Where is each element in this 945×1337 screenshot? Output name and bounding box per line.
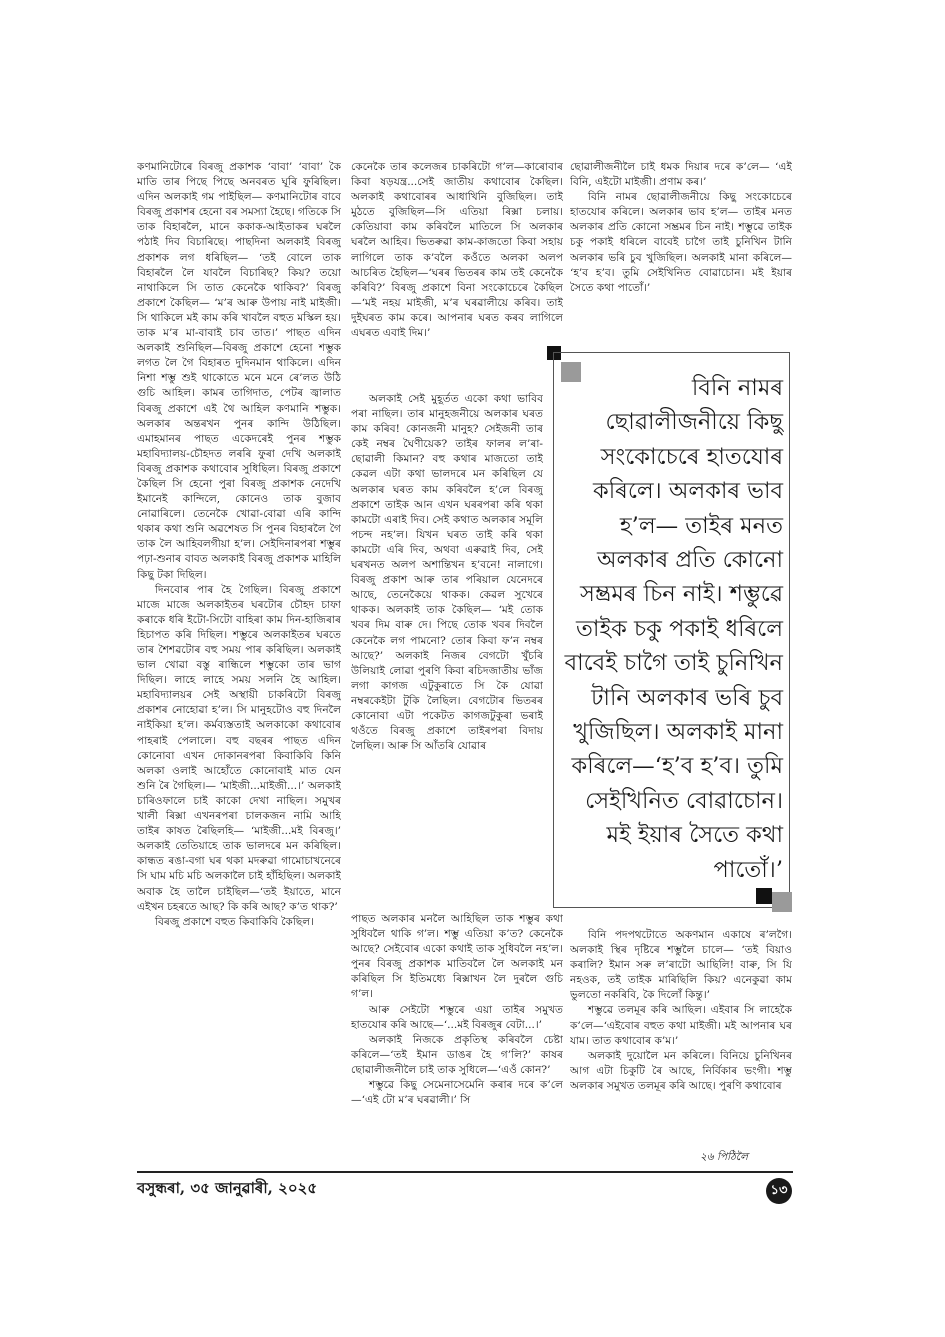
column-2-top [351,160,563,346]
page-number: ১৩ [766,1178,792,1204]
paragraph: কণমানিটোৰে বিৰজু প্ৰকাশক ‘বাবা’ ‘বাবা’ কৈ মাতি তাৰ পিছে পিছে অনবৰত ঘূৰি ফুৰিছিল। এদিন অলকাই গম পাইছিল— কণমানিটোৰ বাবে বিৰজু প্ৰকাশৰ হেনো বৰ সমস্যা হৈছে। গতিকে সি তাক বিহাৰলৈ, মানে ককাক-আইতাকৰ ঘৰলৈ পঠাই দিব বিচাৰিছে। পাছদিনা অলকাই বিৰজু প্ৰকাশক লগ ধৰিছিল— ‘তই বোলে তাক বিহাৰলৈ লৈ যাবলৈ বিচাৰিছ? কিয়? তয়ো নাথাকিলে সি তাত কেনেকৈ থাকিব?’ বিৰজু প্ৰকাশে কৈছিল— ‘ম’ৰ আৰু উপায় নাই মাইজী। সি থাকিলে মই কাম কৰি খাবলৈ বহুত মস্কিল হয়। তাক ম’ৰ মা-বাবাই চাব তাত।’ পাছত এদিন অলকাই শুনিছিল—বিৰজু প্ৰকাশে হেনো শম্ভুক লগত লৈ গৈ বিহাৰত দুদিনমান থাকিলে। এদিন নিশা শম্ভু শুই থাকোতে মনে মনে ৰে’লত উঠি গুচি আহিল। কামৰ তাগিদাত, পেটৰ জ্বালাত বিৰজু প্ৰকাশে এই থৈ আহিল কণমানি শম্ভুক। অলকাৰ অন্তৰখন পুনৰ কান্দি উঠিছিল। এমাহমানৰ পাছত একেদৰেই পুনৰ শম্ভুক মহাবিদ্যালয়-চৌহদত লৰৰি ফুৰা দেখি অলকাই বিৰজু প্ৰকাশক কথাবোৰ সুধিছিল। বিৰজু প্ৰকাশে কৈছিল সি হেনো পুৰা বিৰজু প্ৰকাশক নেদেখি ইমানেই কান্দিলে, কোনেও তাক বুজাব নোৱাৰিলে। তেনেকৈ খোৱা-বোৱা এৰি কান্দি থকাৰ কথা শুনি অৱশেষত সি পুনৰ বিহাৰলৈ গৈ তাক লৈ আহিবলগীয়া হ’ল। সেইদিনাৰপৰা শম্ভুৰ পঢ়া-শুনাৰ বাবত অলকাই বিৰজু প্ৰকাশক মাহিলি কিছু টকা দিছিল। [137,161,341,581]
column-3-top [570,160,792,366]
paragraph: অলকাই সেই মুহূৰ্তত একো কথা ভাবিব পৰা নাছিল। তাৰ মানুহজনীয়ে অলকাৰ ঘৰত কাম কৰিব! কোনজনী মানুহ? সেইজনী তাৰ কেই নম্বৰ ঘৈণীয়েক? তাইৰ ফালৰ ল’ৰা-ছোৱালী কিমান? বহু কথাৰ মাজতো তাই কেৱল এটা কথা ভালদৰে মন কৰিছিল যে অলকাৰ ঘৰত কাম কৰিবলৈ হ’লে বিৰজু প্ৰকাশে তাইক আন এখন ঘৰৰপৰা কৰি থকা কামটো এৰাই দিব। সেই কথাত অলকাৰ সমূলি পচন্দ নহ’ল। যিখন ঘৰত তাই কৰি থকা কামটো এৰি দিব, অথবা এৰুৱাই দিব, সেই ঘৰখনত অলপ অশান্তিখন হ’বনে! নালাগে। বিৰজু প্ৰকাশ আৰু তাৰ পৰিয়াল যেনেদৰে আছে, তেনেকৈয়ে থাকক। কেৱল সুখেৰে থাকক। অলকাই তাক কৈছিল— ‘মই তোক খবৰ দিম বাৰু দে। পিছে তোক খবৰ দিবলৈ কেনেকৈ লগ পামনো? তোৰ কিবা ফ’ন নম্বৰ আছে?’ অলকাই নিজৰ বেগটো খুঁচৰি উলিয়াই লোৱা পুৰণি কিবা ৰচিদজাতীয় ভাঁজ লগা কাগজ এটুকুৰাতে সি কৈ যোৱা নম্বৰকেইটা টুকি লৈছিল। বেগটোৰ ভিতৰৰ কোনোবা এটা পকেটত কাগজটুকুৰা ভৰাই থওঁতে বিৰজু প্ৰকাশে তাইৰপৰা বিদায় লৈছিল। আৰু সি আঁতৰি যোৱাৰ [351,393,543,753]
paragraph: আৰু সেইটো শম্ভুৰে এয়া তাইৰ সমুখত হাতযোৰ কৰি আছে—‘...মই বিৰজুৰ বেটা...।’ [351,1003,563,1031]
continued-note: ২৬ পিঠিলৈ [700,1151,748,1163]
paragraph: কেনেকৈ তাৰ কলেজৰ চাকৰিটো গ’ল—কাৰোবাৰ কিবা ষড়যন্ত্ৰ...সেই জাতীয় কথাবোৰ কৈছিল। অলকাই কথাবোৰৰ আধাখিনি বুজিছিল। তাই মুঠতে বুজিছিল—সি এতিয়া ৰিক্সা চলায়। কেতিয়াবা কাম কৰিবলৈ মাতিলে সি অলকাৰ ঘৰলৈ আহিব। ভিতৰুৱা কাম-কাজতো কিবা সহায় লাগিলে তাক ক’বলৈ কওঁতে অলকা অলপ আচৰিত হৈছিল—‘ঘৰৰ ভিতৰৰ কাম তই কেনেকৈ কৰিবি?’ বিৰজু প্ৰকাশে বিনা সংকোচেৰে কৈছিল—‘মই নহয় মাইজী, ম’ৰ ঘৰৱালীয়ে কৰিব। তাই দুইঘৰত কাম কৰে। আপনাৰ ঘৰত কৰব লাগিলে এঘৰত এবাই দিম।’ [351,161,563,340]
column-1 [137,160,341,1166]
paragraph: বিৰজু প্ৰকাশে বহুত কিবাকিবি কৈছিল। [155,915,314,928]
paragraph: শম্ভুৱে তলমূৰ কৰি আছিল। এইবাৰ সি লাহেকৈ ক’লে—‘এইবোৰ বহুত কথা মাইজী। মই আপনাৰ ঘৰ যাম। তাত কথাবোৰ ক’ম।’ [570,1004,792,1047]
paragraph: পাছত অলকাৰ মনলৈ আহিছিল তাক শম্ভুৰ কথা সুধিবলৈ থাকি গ’ল। শম্ভু এতিয়া ক’ত? কেনেকৈ আছে? সেইবোৰ একো কথাই তাক সুধিবলৈ নহ’ল। পুনৰ বিৰজু প্ৰকাশক মাতিবলৈ লৈ অলকাই মন কৰিছিল সি ইতিমধ্যে ৰিক্সাখন লৈ দুৰলৈ গুচি গ’ল। [351,913,563,1001]
paragraph: ছোৱালীজনীলৈ চাই ধমক দিয়াৰ দৰে ক’লে— ‘এই বিনি, এইটো মাইজী। প্ৰণাম কৰ।’ [570,161,792,189]
column-2-bottom [351,912,563,1168]
paragraph: শম্ভুৱে কিছু সেমেনাসেমেনি কৰাৰ দৰে ক’লে—‘এই টো ম’ৰ ঘৰৱালী।’ সি [351,1079,563,1107]
paragraph: বিনি নামৰ ছোৱালীজনীয়ে কিছু সংকোচেৰে হাতযোৰ কৰিলে। অলকাৰ ভাব হ’ল— তাইৰ মনত অলকাৰ প্ৰতি কোনো সম্ভ্ৰমৰ চিন নাই। শম্ভুৱে তাইক চকু পকাই ধৰিলে বাবেই চাগৈ তাই চুনিখিন টানি অলকাৰ ভৰি চুব খুজিছিল। অলকাই মানা কৰিলে— ‘হ’ব হ’ব। তুমি সেইখিনিত বোৱাচোন। মই ইয়াৰ সৈতে কথা পাতোঁ।’ [570,191,792,294]
paragraph: অলকাই নিজকে প্ৰকৃতিস্থ কৰিবলৈ চেষ্টা কৰিলে—‘তই ইমান ডাঙৰ হৈ গ’লি?’ কাষৰ ছোৱালীজনীলৈ চাই তাক সুধিলে—‘এওঁ কোন?’ [351,1033,563,1076]
paragraph: অলকাই দুয়োলৈ মন কৰিলে। বিনিয়ে চুনিখিনৰ আগ এটা চিকুটি ৰৈ আছে, নিৰ্বিকাৰ ভংগী। শম্ভু অলকাৰ সমুখত তলমূৰ কৰি আছে। পুৰণি কথাবোৰ [570,1049,792,1092]
paragraph: বিনি পদপথটোতে অকণমান একাষে ৰ’লগৈ। অলকাই স্থিৰ দৃষ্টিৰে শম্ভুলৈ চালে— ‘তই বিয়াও কৰালি? ইমান সৰু ল’ৰাটো আছিলি! বাৰু, সি যি নহওক, তই তাইক মাৰিছিলি কিয়? এনেকুৱা কাম ভুলতো নকৰিবি, কৈ দিলোঁ কিন্তু।’ [570,929,792,1002]
column-2-middle [351,392,543,910]
decorative-square [772,892,792,912]
pull-quote: বিনি নামৰ ছোৱালীজনীয়ে কিছু সংকোচেৰে হাতযোৰ কৰিলে। অলকাৰ ভাব হ’ল— তাইৰ মনত অলকাৰ প্ৰতি কোনো সম্ভ্ৰমৰ চিন নাই। শম্ভুৱে তাইক চকু পকাই ধৰিলে বাবেই চাগৈ তাই চুনিখিন টানি অলকাৰ ভৰি চুব খুজিছিল। অলকাই মানা কৰিলে—‘হ’ব হ’ব। তুমি সেইখিনিত বোৱাচোন। মই ইয়াৰ সৈতে কথা পাতোঁ।’ [553,352,790,908]
footer-divider [137,1171,793,1173]
column-3-bottom [570,928,792,1168]
paragraph: দিনবোৰ পাৰ হৈ গৈছিল। বিৰজু প্ৰকাশে মাজে মাজে অলকাইতৰ ঘৰটোৰ চৌহদ চাফা কৰাকে ধৰি ইটো-সিটো বাহিৰা কাম দিন-হাজিৰাৰ হিচাপত কৰি দিছিল। শম্ভুৰে অলকাইতৰ ঘৰতে তাৰ শৈশৱটোৰ বহু সময় পাৰ কৰিছিল। অলকাই ভাল খোৱা বস্তু ৰান্ধিলে শম্ভুকো তাৰ ভাগ দিছিল। লাহে লাহে সময় সলনি হৈ আহিল। মহাবিদ্যালয়ৰ সেই অস্থায়ী চাকৰিটো বিৰজু প্ৰকাশৰ নোহোৱা হ’ল। সি মানুহটোও বহু দিনলৈ নাইকিয়া হ’ল। কৰ্মব্যস্ততাই অলকাকো কথাবোৰ পাহৰাই পেলালে। বহু বছৰৰ পাছত এদিন কোনোবা এখন দোকানৰপৰা কিবাকিবি কিনি অলকা ওলাই আহোঁতে কোনোবাই মাত যেন শুনি ৰৈ গৈছিল।— ‘মাইজী...মাইজী...।’ অলকাই চাৰিওফালে চাই কাকো দেখা নাছিল। সমুখৰ খালী ৰিক্সা এখনৰপৰা চালকজন নামি আহি তাইৰ কাষত ৰৈছিলহি— ‘মাইজী...মই বিৰজু।’ অলকাই তেতিয়াহে তাক ভালদৰে মন কৰিছিল। কান্ধত ৰঙা-বগা ঘৰ থকা মদৰুৱা গামোচাখনেৰে সি ঘাম মচি মচি অলকালৈ চাই হাঁহিছিল। অলকাই অবাক হৈ তালৈ চাইছিল—‘তই ইয়াতে, মানে এইখন চহৰতে আছ? কি কৰি আছ? ক’ত থাক?’ [137,583,341,913]
decorative-square [756,888,772,904]
magazine-issue-line: বসুন্ধৰা, ৩৫ জানুৱাৰী, ২০২৫ [137,1179,318,1197]
